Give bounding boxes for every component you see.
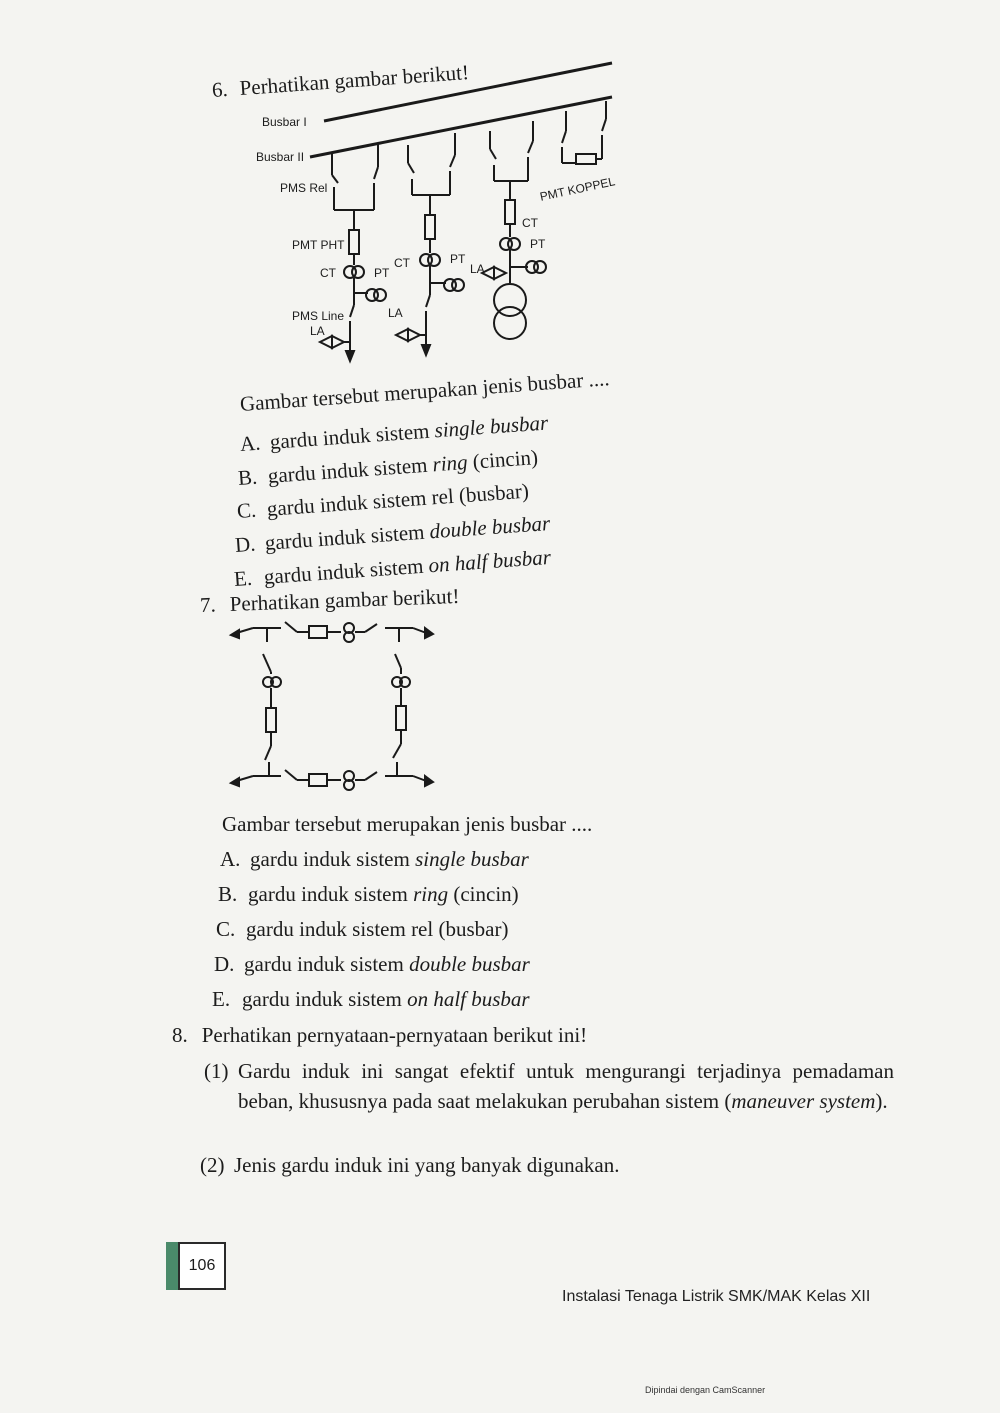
label-pt-bay1: PT bbox=[374, 266, 390, 280]
q8-statement-2-text: Jenis gardu induk ini yang banyak digunakan. bbox=[234, 1153, 620, 1177]
q7-option-c[interactable]: C. gardu induk sistem rel (busbar) bbox=[216, 917, 509, 941]
page-number: 106 bbox=[178, 1242, 226, 1290]
q6-question: Gambar tersebut merupakan jenis busbar .... bbox=[239, 366, 611, 416]
q6-title: Perhatikan gambar berikut! bbox=[238, 60, 470, 101]
q6-option-a[interactable]: A. gardu induk sistem single busbar bbox=[239, 410, 549, 456]
label-pt-bay2: PT bbox=[450, 252, 466, 266]
q8-statement-2 bbox=[200, 1150, 890, 1180]
label-pmt-koppel: PMT KOPPEL bbox=[538, 174, 617, 204]
label-la-bay1: LA bbox=[310, 324, 325, 338]
q8-title: Perhatikan pernyataan-pernyataan berikut ini! bbox=[201, 1023, 588, 1047]
q7-number: 7. bbox=[199, 592, 217, 617]
q8-header bbox=[172, 1023, 587, 1048]
label-la-bay2: LA bbox=[470, 262, 485, 276]
label-ct-bay1: CT bbox=[320, 266, 336, 280]
q6-number: 6. bbox=[211, 76, 229, 102]
q6-double-busbar-diagram bbox=[250, 55, 630, 375]
q7-question: Gambar tersebut merupakan jenis busbar .... bbox=[222, 812, 593, 836]
q7-option-a[interactable]: A. gardu induk sistem single busbar bbox=[220, 847, 529, 871]
label-ct-bay3: CT bbox=[522, 216, 538, 230]
q7-title: Perhatikan gambar berikut! bbox=[229, 583, 460, 616]
scanner-watermark: Dipindai dengan CamScanner bbox=[645, 1385, 766, 1395]
q8-statement-2-num: (2) bbox=[200, 1153, 225, 1177]
label-busbar-2: Busbar II bbox=[256, 150, 305, 164]
bay-2 bbox=[396, 133, 464, 355]
q7-option-e[interactable]: E. gardu induk sistem on half busbar bbox=[212, 987, 530, 1011]
label-ct-bay2: CT bbox=[394, 256, 410, 270]
bay-1 bbox=[320, 143, 386, 361]
q7-option-d[interactable]: D. gardu induk sistem double busbar bbox=[214, 952, 530, 976]
label-pt-bay3: PT bbox=[530, 237, 546, 251]
book-title: Instalasi Tenaga Listrik SMK/MAK Kelas XII bbox=[562, 1288, 871, 1305]
busbar-1-line bbox=[324, 63, 612, 121]
bay-3 bbox=[482, 121, 546, 339]
q6-option-e[interactable]: E. gardu induk sistem on half busbar bbox=[233, 544, 552, 591]
label-la-bay2b: LA bbox=[388, 306, 403, 320]
q7-option-b[interactable]: B. gardu induk sistem ring (cincin) bbox=[218, 882, 519, 906]
q6-option-c[interactable]: C. gardu induk sistem rel (busbar) bbox=[236, 478, 530, 523]
q6-option-d[interactable]: D. gardu induk sistem double busbar bbox=[234, 510, 551, 557]
q8-statement-1 bbox=[204, 1056, 894, 1116]
q8-number: 8. bbox=[172, 1023, 188, 1047]
q6-option-b[interactable]: B. gardu induk sistem ring (cincin) bbox=[237, 445, 539, 490]
q8-statement-1-num: (1) bbox=[204, 1059, 229, 1083]
label-pmt-pht: PMT PHT bbox=[292, 238, 345, 252]
label-busbar-1: Busbar I bbox=[262, 115, 307, 129]
q7-ring-busbar-diagram bbox=[225, 612, 445, 802]
page-strip-decoration bbox=[166, 1242, 178, 1290]
koppel-bay bbox=[562, 101, 606, 164]
page-number-badge bbox=[166, 1242, 226, 1290]
q8-statement-1-text: Gardu induk ini sangat efektif untuk mengurangi terjadinya pemadaman beban, khususnya pada saat melakukan perubahan sistem (maneuver system). bbox=[238, 1059, 894, 1113]
label-pms-rel: PMS Rel bbox=[280, 181, 328, 195]
label-pms-line: PMS Line bbox=[292, 309, 345, 323]
